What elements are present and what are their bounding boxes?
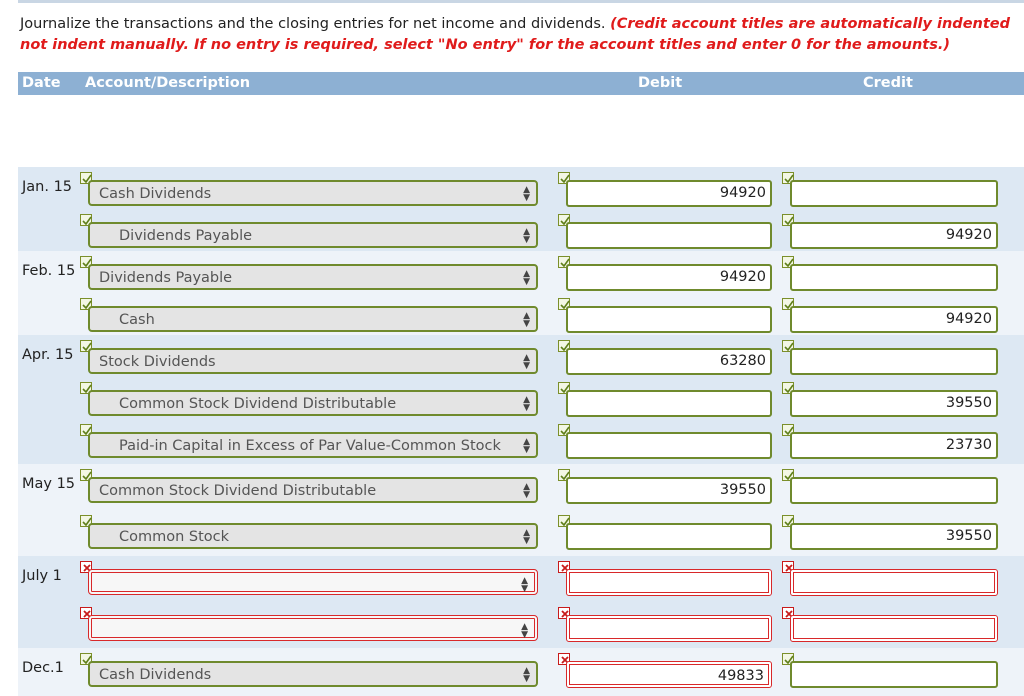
header-credit: Credit	[863, 75, 913, 91]
select-arrows-icon: ▲ ▼	[523, 395, 530, 413]
account-select[interactable]	[88, 264, 538, 290]
account-select-value: Stock Dividends	[99, 354, 216, 370]
credit-input[interactable]: 23730	[790, 432, 998, 459]
debit-input[interactable]	[566, 432, 772, 459]
credit-input[interactable]	[790, 569, 998, 596]
debit-input[interactable]	[566, 523, 772, 550]
account-select[interactable]	[88, 432, 538, 458]
table-row	[18, 602, 1024, 648]
table-row	[18, 377, 1024, 419]
credit-input[interactable]	[790, 264, 998, 291]
debit-input[interactable]	[566, 222, 772, 249]
select-arrows-icon: ▲ ▼	[523, 185, 530, 203]
row-date: May 15	[22, 476, 76, 492]
account-select-value: Common Stock Dividend Distributable	[99, 483, 377, 499]
top-divider	[18, 0, 1024, 3]
account-select[interactable]	[88, 523, 538, 549]
account-select-value: Common Stock	[119, 529, 230, 545]
account-select[interactable]	[88, 661, 538, 687]
select-arrows-icon: ▲ ▼	[523, 353, 530, 371]
table-row	[18, 510, 1024, 556]
debit-input[interactable]	[566, 306, 772, 333]
table-row	[18, 419, 1024, 464]
table-row	[18, 293, 1024, 335]
account-select-value: Paid-in Capital in Excess of Par Value-Common Stock	[119, 438, 501, 454]
account-select-value: Cash Dividends	[99, 667, 212, 683]
table-row	[18, 209, 1024, 251]
row-date: Feb. 15	[22, 263, 76, 279]
credit-input[interactable]	[790, 477, 998, 504]
account-select[interactable]	[88, 348, 538, 374]
debit-input[interactable]: 49833	[566, 661, 772, 688]
debit-input[interactable]: 39550	[566, 477, 772, 504]
account-select-value: Common Stock Dividend Distributable	[119, 396, 397, 412]
table-row	[18, 167, 1024, 209]
debit-input[interactable]: 94920	[566, 180, 772, 207]
table-row	[18, 335, 1024, 377]
table-row	[18, 556, 1024, 602]
debit-input[interactable]	[566, 615, 772, 642]
select-arrows-icon: ▲ ▼	[523, 311, 530, 329]
select-arrows-icon: ▲ ▼	[523, 437, 530, 455]
table-row	[18, 251, 1024, 293]
select-arrows-icon: ▲ ▼	[521, 622, 528, 640]
instructions	[20, 14, 1024, 56]
credit-input[interactable]: 39550	[790, 523, 998, 550]
credit-input[interactable]	[790, 180, 998, 207]
debit-input[interactable]	[566, 569, 772, 596]
account-select[interactable]	[88, 390, 538, 416]
select-arrows-icon: ▲ ▼	[521, 576, 528, 594]
account-select-value: Cash Dividends	[99, 186, 212, 202]
instructions-note-cont: not indent manually. If no entry is required, select "No entry" for the account titles and enter 0 for the amounts.)	[20, 37, 950, 53]
select-arrows-icon: ▲ ▼	[523, 482, 530, 500]
journal-table	[18, 72, 1024, 684]
row-date: Jan. 15	[22, 179, 73, 195]
instructions-text: Journalize the transactions and the closing entries for net income and dividends.	[20, 16, 606, 32]
debit-input[interactable]: 94920	[566, 264, 772, 291]
header-date: Date	[22, 75, 61, 91]
select-arrows-icon: ▲ ▼	[523, 269, 530, 287]
credit-input[interactable]	[790, 661, 998, 688]
debit-input[interactable]: 63280	[566, 348, 772, 375]
credit-input[interactable]	[790, 348, 998, 375]
header-debit: Debit	[638, 75, 683, 91]
select-arrows-icon: ▲ ▼	[523, 528, 530, 546]
credit-input[interactable]: 94920	[790, 222, 998, 249]
credit-input[interactable]: 94920	[790, 306, 998, 333]
account-select-value: Cash	[119, 312, 155, 328]
credit-input[interactable]	[790, 615, 998, 642]
account-select[interactable]	[88, 615, 538, 641]
account-select[interactable]	[88, 180, 538, 206]
account-select[interactable]	[88, 222, 538, 248]
header-account: Account/Description	[85, 75, 251, 91]
credit-input[interactable]: 39550	[790, 390, 998, 417]
row-date: July 1	[22, 568, 62, 584]
table-row	[18, 648, 1024, 696]
table-header	[18, 72, 1024, 95]
select-arrows-icon: ▲ ▼	[523, 666, 530, 684]
row-date: Apr. 15	[22, 347, 74, 363]
account-select[interactable]	[88, 306, 538, 332]
select-arrows-icon: ▲ ▼	[523, 227, 530, 245]
account-select-value: Dividends Payable	[99, 270, 233, 286]
table-row	[18, 464, 1024, 510]
account-select[interactable]	[88, 477, 538, 503]
instructions-note: (Credit account titles are automatically indented	[610, 16, 1010, 32]
account-select[interactable]	[88, 569, 538, 595]
debit-input[interactable]	[566, 390, 772, 417]
row-date: Dec.1	[22, 660, 64, 676]
account-select-value: Dividends Payable	[119, 228, 253, 244]
